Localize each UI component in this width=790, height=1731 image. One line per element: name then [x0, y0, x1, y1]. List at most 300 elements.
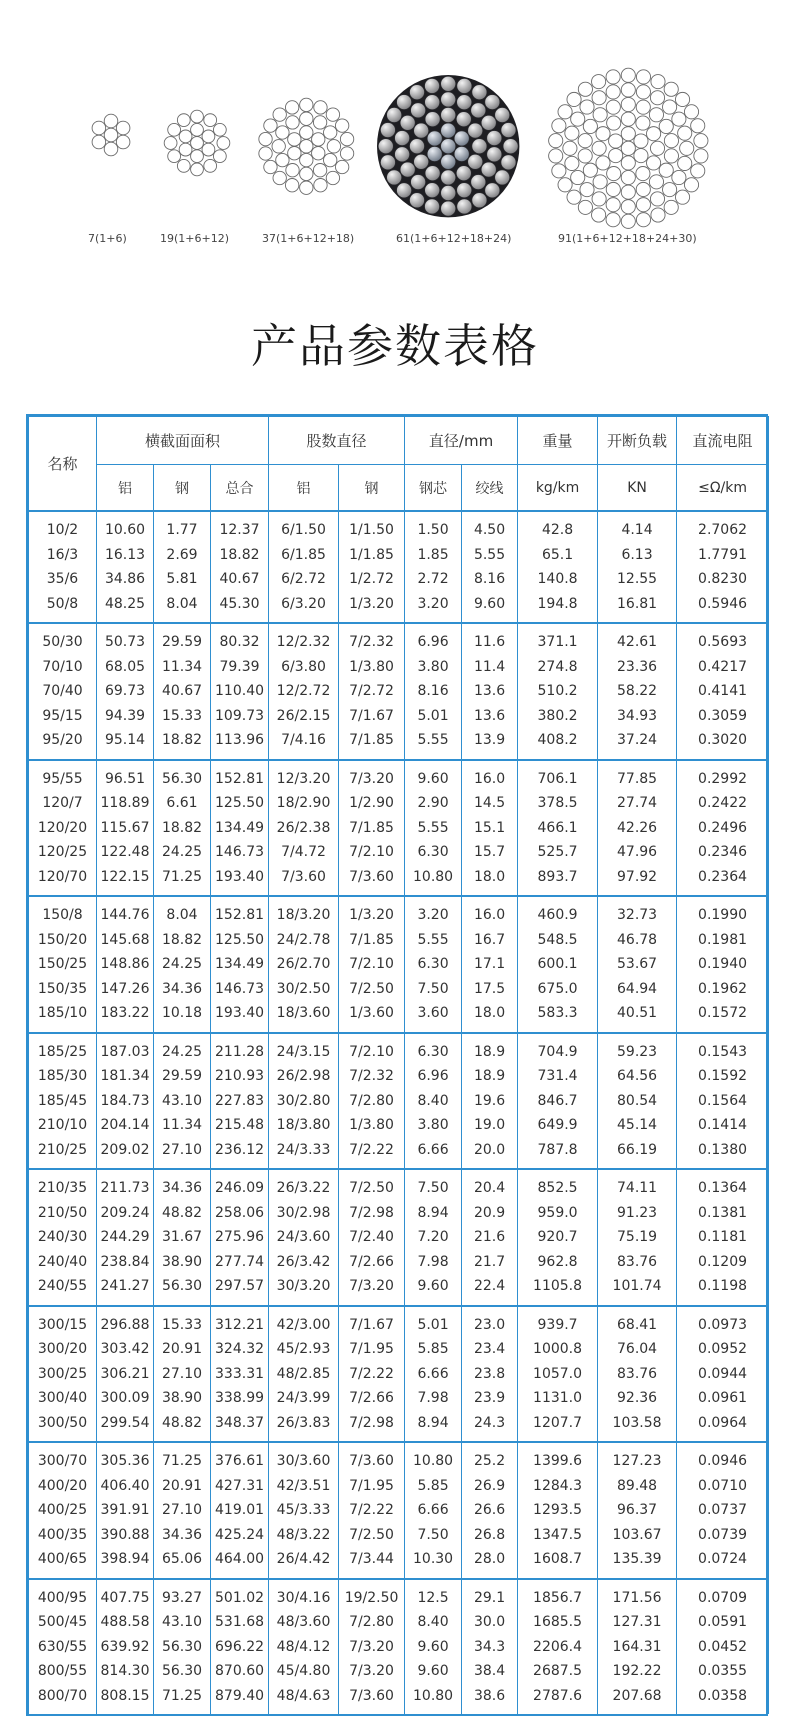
table-cell: 398.94	[97, 1547, 154, 1579]
strand-diagram-7-image	[88, 112, 134, 158]
strand-wire	[400, 162, 415, 177]
table-cell: 0.1592	[677, 1064, 769, 1089]
table-cell: 2.69	[154, 543, 211, 568]
page-title: 产品参数表格	[251, 319, 539, 373]
table-cell: 69.73	[97, 679, 154, 704]
table-cell: 30/3.60	[269, 1442, 339, 1474]
table-cell: 115.67	[97, 816, 154, 841]
table-cell: 192.22	[598, 1659, 677, 1684]
table-cell: 9.60	[462, 592, 518, 624]
strand-wire	[441, 154, 456, 169]
table-cell: 0.1543	[677, 1033, 769, 1065]
table-row	[29, 1547, 769, 1579]
strand-wire	[563, 141, 577, 155]
table-cell: 23.8	[462, 1362, 518, 1387]
strand-diagrams	[0, 0, 790, 270]
table-cell: 21.7	[462, 1250, 518, 1275]
table-cell: 244.29	[97, 1225, 154, 1250]
strand-wire	[273, 171, 286, 184]
table-cell: 2.72	[405, 567, 462, 592]
table-cell: 649.9	[518, 1113, 598, 1138]
table-cell: 5.55	[405, 928, 462, 953]
table-cell: 58.22	[598, 679, 677, 704]
table-cell: 17.1	[462, 952, 518, 977]
table-cell: 40.67	[154, 679, 211, 704]
table-cell: 1399.6	[518, 1442, 598, 1474]
strand-wire	[565, 126, 579, 140]
strand-wire	[441, 139, 456, 154]
table-cell: 0.0358	[677, 1684, 769, 1715]
cell-model-name: 95/20	[29, 728, 97, 760]
table-cell: 7/1.85	[339, 816, 405, 841]
header-resistance: 直流电阻	[677, 417, 769, 465]
table-cell: 10.60	[97, 511, 154, 543]
table-cell: 45.14	[598, 1113, 677, 1138]
strand-wire	[179, 130, 192, 143]
strand-wire	[191, 163, 204, 176]
subheader-strand-steel: 钢	[339, 465, 405, 512]
table-cell: 275.96	[211, 1225, 269, 1250]
table-cell: 1284.3	[518, 1474, 598, 1499]
table-row	[29, 1201, 769, 1226]
table-cell: 56.30	[154, 760, 211, 792]
strand-wire	[259, 132, 272, 145]
table-cell: 696.22	[211, 1635, 269, 1660]
table-cell: 7/2.10	[339, 952, 405, 977]
table-cell: 0.1564	[677, 1089, 769, 1114]
strand-wire	[441, 201, 456, 216]
table-cell: 7/4.72	[269, 840, 339, 865]
table-cell: 0.8230	[677, 567, 769, 592]
table-cell: 7/2.22	[339, 1138, 405, 1170]
table-cell: 7/2.98	[339, 1411, 405, 1443]
table-cell: 27.10	[154, 1138, 211, 1170]
table-cell: 0.0710	[677, 1474, 769, 1499]
table-cell: 852.5	[518, 1169, 598, 1201]
table-row	[29, 592, 769, 624]
strand-wire	[312, 147, 325, 160]
strand-wire	[164, 137, 177, 150]
strand-wire	[606, 198, 620, 212]
cell-model-name: 400/25	[29, 1498, 97, 1523]
cell-model-name: 400/65	[29, 1547, 97, 1579]
strand-wire	[592, 141, 606, 155]
strand-wire	[217, 137, 230, 150]
table-row	[29, 896, 769, 928]
table-cell: 3.80	[405, 1113, 462, 1138]
table-cell: 171.56	[598, 1579, 677, 1611]
table-cell: 24/3.15	[269, 1033, 339, 1065]
table-cell: 12.5	[405, 1579, 462, 1611]
strand-wire	[314, 101, 327, 114]
table-cell: 15.1	[462, 816, 518, 841]
strand-wire	[457, 95, 472, 110]
strand-wire	[427, 147, 442, 162]
table-cell: 71.25	[154, 1442, 211, 1474]
table-cell: 38.90	[154, 1250, 211, 1275]
table-cell: 236.12	[211, 1138, 269, 1170]
strand-wire	[202, 143, 215, 156]
table-cell: 704.9	[518, 1033, 598, 1065]
table-cell: 17.5	[462, 977, 518, 1002]
strand-wire	[471, 175, 486, 190]
table-cell: 14.5	[462, 791, 518, 816]
table-cell: 6.66	[405, 1498, 462, 1523]
subheader-al: 铝	[97, 465, 154, 512]
table-cell: 95.14	[97, 728, 154, 760]
table-row	[29, 1250, 769, 1275]
table-cell: 488.58	[97, 1610, 154, 1635]
strand-wire	[609, 149, 623, 163]
table-row	[29, 1362, 769, 1387]
table-cell: 26/3.83	[269, 1411, 339, 1443]
table-cell: 26/2.98	[269, 1064, 339, 1089]
table-cell: 408.2	[518, 728, 598, 760]
table-cell: 1/3.20	[339, 592, 405, 624]
table-cell: 146.73	[211, 840, 269, 865]
table-cell: 10.18	[154, 1001, 211, 1033]
strand-wire	[549, 149, 563, 163]
strand-wire	[387, 108, 402, 123]
strand-wire	[335, 119, 348, 132]
table-cell: 0.5946	[677, 592, 769, 624]
table-cell: 16.7	[462, 928, 518, 953]
table-cell: 48.82	[154, 1201, 211, 1226]
strand-wire	[485, 95, 500, 110]
table-cell: 23.36	[598, 655, 677, 680]
strand-wire	[636, 213, 650, 227]
table-cell: 23.4	[462, 1337, 518, 1362]
strand-wire	[441, 186, 456, 201]
table-cell: 152.81	[211, 896, 269, 928]
table-cell: 5.55	[462, 543, 518, 568]
table-cell: 26/2.15	[269, 704, 339, 729]
strand-wire	[288, 133, 301, 146]
cell-model-name: 630/55	[29, 1635, 97, 1660]
table-cell: 0.4217	[677, 655, 769, 680]
table-cell: 13.9	[462, 728, 518, 760]
table-cell: 1105.8	[518, 1274, 598, 1306]
table-cell: 18/3.80	[269, 1113, 339, 1138]
table-cell: 64.56	[598, 1064, 677, 1089]
subheader-total: 总合	[211, 465, 269, 512]
table-cell: 0.2346	[677, 840, 769, 865]
table-cell: 10.80	[405, 1684, 462, 1715]
table-cell: 7/1.67	[339, 704, 405, 729]
table-cell: 787.8	[518, 1138, 598, 1170]
table-cell: 145.68	[97, 928, 154, 953]
table-cell: 7/2.50	[339, 977, 405, 1002]
strand-wire	[481, 115, 496, 130]
cell-model-name: 150/20	[29, 928, 97, 953]
table-cell: 6/1.85	[269, 543, 339, 568]
table-cell: 38.4	[462, 1659, 518, 1684]
table-cell: 7/2.32	[339, 1064, 405, 1089]
table-cell: 42/3.00	[269, 1306, 339, 1338]
table-cell: 18.82	[154, 728, 211, 760]
table-cell: 731.4	[518, 1064, 598, 1089]
strand-wire	[596, 156, 610, 170]
table-cell: 8.04	[154, 592, 211, 624]
strand-wire	[659, 163, 673, 177]
table-cell: 1.7791	[677, 543, 769, 568]
strand-wire	[487, 147, 502, 162]
strand-wire	[285, 179, 298, 192]
strand-wire	[485, 183, 500, 198]
table-cell: 93.27	[154, 1579, 211, 1611]
table-cell: 146.73	[211, 977, 269, 1002]
strand-wire	[578, 149, 592, 163]
table-cell: 40.67	[211, 567, 269, 592]
strand-wire	[286, 116, 299, 129]
strand-wire	[411, 103, 426, 118]
table-cell: 0.1198	[677, 1274, 769, 1306]
table-cell: 1.50	[405, 511, 462, 543]
table-cell: 164.31	[598, 1635, 677, 1660]
strand-wire	[578, 82, 592, 96]
table-cell: 1057.0	[518, 1362, 598, 1387]
table-cell: 45/3.33	[269, 1498, 339, 1523]
table-cell: 38.90	[154, 1386, 211, 1411]
strand-caption-61: 61(1+6+12+18+24)	[396, 232, 512, 245]
strand-wire	[425, 199, 440, 214]
table-cell: 48/3.60	[269, 1610, 339, 1635]
table-cell: 183.22	[97, 1001, 154, 1033]
strand-wire	[621, 83, 635, 97]
table-cell: 42.26	[598, 816, 677, 841]
table-cell: 2206.4	[518, 1635, 598, 1660]
strand-wire	[592, 75, 606, 89]
strand-caption-91: 91(1+6+12+18+24+30)	[558, 232, 697, 245]
table-row	[29, 1169, 769, 1201]
table-cell: 305.36	[97, 1442, 154, 1474]
strand-diagram-61-image	[376, 74, 520, 218]
table-row	[29, 1089, 769, 1114]
strand-wire	[457, 78, 472, 93]
table-cell: 48.25	[97, 592, 154, 624]
table-cell: 7.50	[405, 1523, 462, 1548]
strand-wire	[288, 147, 301, 160]
table-cell: 531.68	[211, 1610, 269, 1635]
table-cell: 419.01	[211, 1498, 269, 1523]
table-cell: 238.84	[97, 1250, 154, 1275]
table-cell: 193.40	[211, 1001, 269, 1033]
strand-wire	[313, 164, 326, 177]
table-cell: 3.20	[405, 592, 462, 624]
subheader-resistance-unit: ≤Ω/km	[677, 465, 769, 512]
subheader-core: 钢芯	[405, 465, 462, 512]
table-cell: 0.1990	[677, 896, 769, 928]
table-cell: 0.0737	[677, 1498, 769, 1523]
table-cell: 109.73	[211, 704, 269, 729]
strand-wire	[672, 112, 686, 126]
table-cell: 9.60	[405, 1274, 462, 1306]
strand-wire	[636, 70, 650, 84]
strand-wire	[202, 130, 215, 143]
table-cell: 0.4141	[677, 679, 769, 704]
strand-wire	[312, 133, 325, 146]
strand-wire	[414, 123, 429, 138]
table-cell: 24/3.33	[269, 1138, 339, 1170]
strand-wire	[471, 103, 486, 118]
table-cell: 16.13	[97, 543, 154, 568]
table-cell: 18.82	[154, 928, 211, 953]
strand-wire	[457, 199, 472, 214]
table-cell: 0.2992	[677, 760, 769, 792]
table-cell: 6.30	[405, 840, 462, 865]
strand-wire	[340, 147, 353, 160]
strand-wire	[684, 178, 698, 192]
strand-wire	[664, 82, 678, 96]
strand-wire	[552, 119, 566, 133]
strand-wire	[571, 170, 585, 184]
strand-wire	[335, 160, 348, 173]
strand-wire	[468, 154, 483, 169]
table-cell: 184.73	[97, 1089, 154, 1114]
table-cell: 407.75	[97, 1579, 154, 1611]
table-cell: 0.0355	[677, 1659, 769, 1684]
strand-wire	[104, 142, 118, 156]
strand-wire	[414, 154, 429, 169]
strand-wire	[659, 119, 673, 133]
table-cell: 12/2.32	[269, 623, 339, 655]
strand-wire	[596, 127, 610, 141]
table-cell: 30/2.50	[269, 977, 339, 1002]
table-cell: 1/3.80	[339, 655, 405, 680]
table-cell: 0.0709	[677, 1579, 769, 1611]
strand-wire	[694, 149, 708, 163]
cell-model-name: 400/20	[29, 1474, 97, 1499]
cell-model-name: 300/15	[29, 1306, 97, 1338]
table-cell: 675.0	[518, 977, 598, 1002]
table-cell: 18.9	[462, 1064, 518, 1089]
table-cell: 27.74	[598, 791, 677, 816]
table-cell: 258.06	[211, 1201, 269, 1226]
strand-wire	[567, 92, 581, 106]
table-cell: 9.60	[405, 760, 462, 792]
strand-wire	[177, 114, 190, 127]
table-cell: 83.76	[598, 1250, 677, 1275]
strand-wire	[191, 150, 204, 163]
table-cell: 18/3.20	[269, 896, 339, 928]
strand-wire	[592, 208, 606, 222]
table-cell: 11.4	[462, 655, 518, 680]
table-cell: 297.57	[211, 1274, 269, 1306]
strand-wire	[675, 92, 689, 106]
strand-wire	[104, 128, 118, 142]
table-cell: 6.30	[405, 1033, 462, 1065]
table-cell: 26.6	[462, 1498, 518, 1523]
table-cell: 6.96	[405, 1064, 462, 1089]
table-cell: 29.59	[154, 623, 211, 655]
table-row	[29, 1138, 769, 1170]
table-cell: 40.51	[598, 1001, 677, 1033]
cell-model-name: 185/45	[29, 1089, 97, 1114]
table-row	[29, 952, 769, 977]
table-cell: 24.25	[154, 840, 211, 865]
strand-wire	[607, 167, 621, 181]
table-cell: 18/3.60	[269, 1001, 339, 1033]
strand-wire	[636, 100, 650, 114]
strand-wire	[552, 164, 566, 178]
strand-wire	[621, 112, 635, 126]
strand-wire	[300, 153, 313, 166]
strand-wire	[664, 149, 678, 163]
table-cell: 7/2.50	[339, 1523, 405, 1548]
table-cell: 7/2.98	[339, 1201, 405, 1226]
strand-wire	[441, 123, 456, 138]
table-cell: 211.28	[211, 1033, 269, 1065]
table-cell: 1.85	[405, 543, 462, 568]
table-row	[29, 567, 769, 592]
table-cell: 74.11	[598, 1169, 677, 1201]
cell-model-name: 16/3	[29, 543, 97, 568]
table-cell: 1/3.20	[339, 896, 405, 928]
strand-wire	[468, 123, 483, 138]
strand-wire	[636, 182, 650, 196]
table-cell: 2687.5	[518, 1659, 598, 1684]
strand-wire	[621, 214, 635, 228]
strand-wire	[481, 162, 496, 177]
table-cell: 6.30	[405, 952, 462, 977]
table-cell: 241.27	[97, 1274, 154, 1306]
strand-wire	[204, 114, 217, 127]
header-name: 名称	[29, 417, 97, 512]
strand-wire	[606, 213, 620, 227]
strand-wire	[472, 85, 487, 100]
strand-wire	[441, 108, 456, 123]
header-strands: 股数直径	[269, 417, 405, 465]
table-cell: 209.24	[97, 1201, 154, 1226]
table-cell: 34.86	[97, 567, 154, 592]
strand-wire	[672, 170, 686, 184]
table-cell: 83.76	[598, 1362, 677, 1387]
table-cell: 962.8	[518, 1250, 598, 1275]
strand-wire	[425, 78, 440, 93]
table-cell: 15.7	[462, 840, 518, 865]
strand-wire	[472, 139, 487, 154]
cell-model-name: 50/8	[29, 592, 97, 624]
table-body	[29, 511, 769, 1714]
table-cell: 312.21	[211, 1306, 269, 1338]
strand-wire	[116, 121, 130, 135]
strand-wire	[259, 147, 272, 160]
table-cell: 7/2.66	[339, 1386, 405, 1411]
table-cell: 64.94	[598, 977, 677, 1002]
table-row	[29, 1579, 769, 1611]
table-row	[29, 623, 769, 655]
cell-model-name: 240/30	[29, 1225, 97, 1250]
table-cell: 7/2.72	[339, 679, 405, 704]
table-cell: 7/2.10	[339, 840, 405, 865]
cell-model-name: 210/25	[29, 1138, 97, 1170]
strand-wire	[606, 100, 620, 114]
strand-wire	[607, 116, 621, 130]
strand-wire	[313, 116, 326, 129]
table-cell: 28.0	[462, 1547, 518, 1579]
strand-wire	[400, 115, 415, 130]
table-cell: 391.91	[97, 1498, 154, 1523]
table-cell: 26/2.38	[269, 816, 339, 841]
table-cell: 879.40	[211, 1684, 269, 1715]
strand-wire	[636, 198, 650, 212]
cell-model-name: 210/50	[29, 1201, 97, 1226]
table-row	[29, 1442, 769, 1474]
table-cell: 24.25	[154, 952, 211, 977]
table-cell: 24.25	[154, 1033, 211, 1065]
strand-wire	[397, 183, 412, 198]
strand-wire	[264, 119, 277, 132]
